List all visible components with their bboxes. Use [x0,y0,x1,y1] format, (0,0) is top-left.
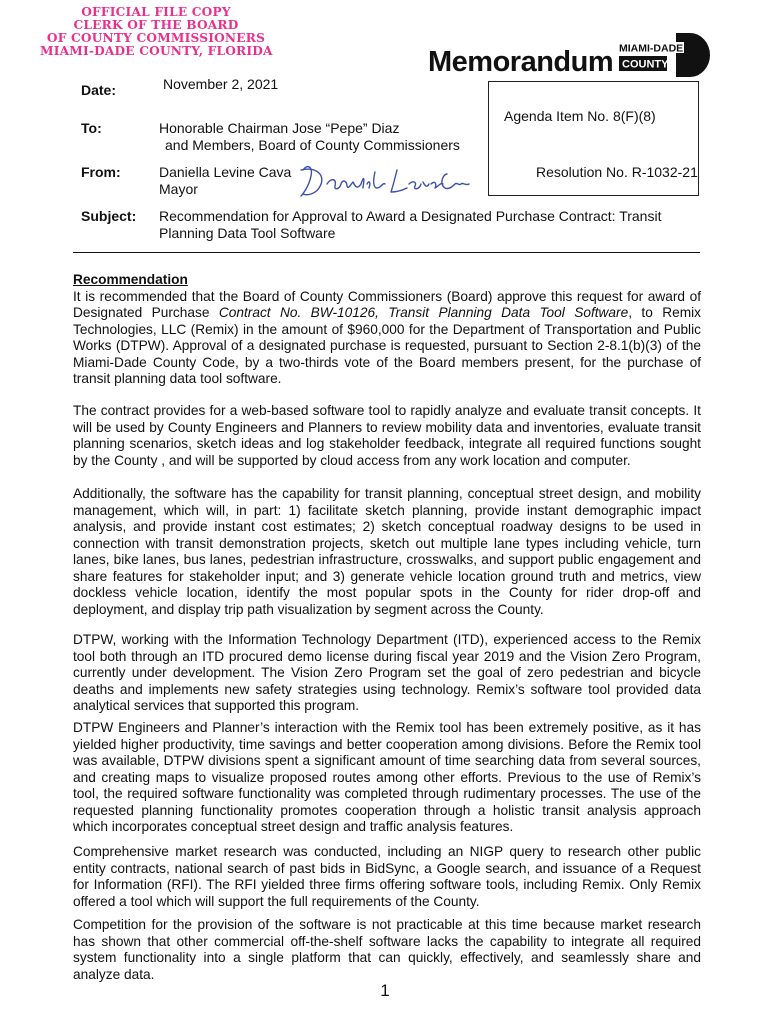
stamp-line: OFFICIAL FILE COPY [81,5,231,19]
logo-text-miami-dade: MIAMI-DADE [619,42,684,55]
official-file-copy-stamp [40,6,272,58]
stamp-line: MIAMI-DADE COUNTY, FLORIDA [40,44,273,58]
subject-line-2: Planning Data Tool Software [159,225,336,241]
memo-date: November 2, 2021 [163,76,279,92]
to-line-2: and Members, Board of County Commissioners [165,137,460,153]
section-heading: Recommendation [73,272,188,287]
agenda-item-number: Agenda Item No. 8(F)(8) [504,108,656,124]
subject-line-1: Recommendation for Approval to Award a Designated Purchase Contract: Transit [159,208,662,224]
logo-text-county: COUNTY [622,58,669,71]
contract-title: Contract No. BW-10126, Transit Planning Data Tool Software [218,305,629,321]
date-label: Date: [81,82,117,98]
from-label: From: [81,164,121,180]
to-label: To: [81,120,102,136]
miami-dade-logo-icon [618,33,710,82]
resolution-number: Resolution No. R-1032-21 [536,164,698,180]
stamp-line: OF COUNTY COMMISSIONERS [46,31,266,45]
paragraph: The contract provides for a web-based software tool to rapidly analyze and evaluate transit concepts. It will be used by County Engineers and Planners to review mobility data and inventories, evaluate transit planning scenarios, sketch ideas and log stakeholder feedback, integrate all required functions sought by the County , and will be supported by cloud access from any work location and computer. [73,403,701,468]
page-number: 1 [380,981,390,1000]
from-title: Mayor [159,181,198,197]
paragraph: Competition for the provision of the software is not practicable at this time because market research has shown that other commercial off-the-shelf software lacks the capability to integrate all required system functionality into a single platform that can quickly, effectively, and seamlessly share and analyze data. [73,917,701,982]
subject-label: Subject: [81,208,137,224]
handwritten-signature [297,162,477,207]
memorandum-title: Memorandum [428,46,614,78]
paragraph: DTPW Engineers and Planner’s interaction with the Remix tool has been extremely positive, as it has yielded higher productivity, time savings and better cooperation among divisions. Before the Remix tool was available, DTPW divisions spent a significant amount of time searching data from several sources, and creating maps to visualize proposed routes among other efforts. Previous to the use of Remix’s tool, the required software functionality was completed through rudimentary processes. The use of the requested planning functionality promotes cooperation through a holistic transit analysis approach which incorporates conceptual street design and traffic analysis features. [73,720,701,835]
paragraph-text: It is recommended that the Board of County Commissioners (Board) approve this request for award of Designated Purchase [73,288,701,321]
recommendation-paragraph [73,272,701,388]
paragraph: DTPW, working with the Information Technology Department (ITD), experienced access to the Remix tool both through an ITD procured demo license during fiscal year 2019 and the Vision Zero Program, currently under development. The Vision Zero Program set the goal of zero pedestrian and bicycle deaths and implements new safety strategies using technology. Remix’s software tool provided data analytical services that supported this program. [73,632,701,714]
paragraph: Comprehensive market research was conducted, including an NIGP query to research other public entity contracts, national search of past bids in BidSync, a Google search, and issuance of a Request for Information (RFI). The RFI yielded three firms offering software tools, including Remix. Only Remix offered a tool which will support the full requirements of the County. [73,844,701,909]
paragraph-text: , to Remix Technologies, LLC (Remix) in the amount of $960,000 for the Department of Transportation and Public Works (DTPW). Approval of a designated purchase is requested, pursuant to Section 2-8.1(b)(3) of the Miami-Dade County Code, by a two-thirds vote of the Board members present, for the purchase of transit planning data tool software. [73,305,701,387]
to-line-1: Honorable Chairman Jose “Pepe” Diaz [159,120,400,136]
header-divider [73,252,700,253]
stamp-line: CLERK OF THE BOARD [73,18,239,32]
from-name: Daniella Levine Cava [159,164,292,180]
paragraph: Additionally, the software has the capability for transit planning, conceptual street design, and mobility management, which will, in part: 1) facilitate sketch planning, provide instant demographic impact analysis, and provide instant cost estimates; 2) sketch conceptual roadway designs to be used in connection with transit demonstration projects, sketch out multiple lane types including vehicle, turn lanes, bike lanes, bus lanes, pedestrian infrastructure, crosswalks, and support public engagement and share features for stakeholder input; and 3) generate vehicle location ground truth and metrics, view dockless vehicle location, identify the most popular spots in the County for rider drop-off and deployment, and display trip path visualization by segment across the County. [73,486,701,617]
